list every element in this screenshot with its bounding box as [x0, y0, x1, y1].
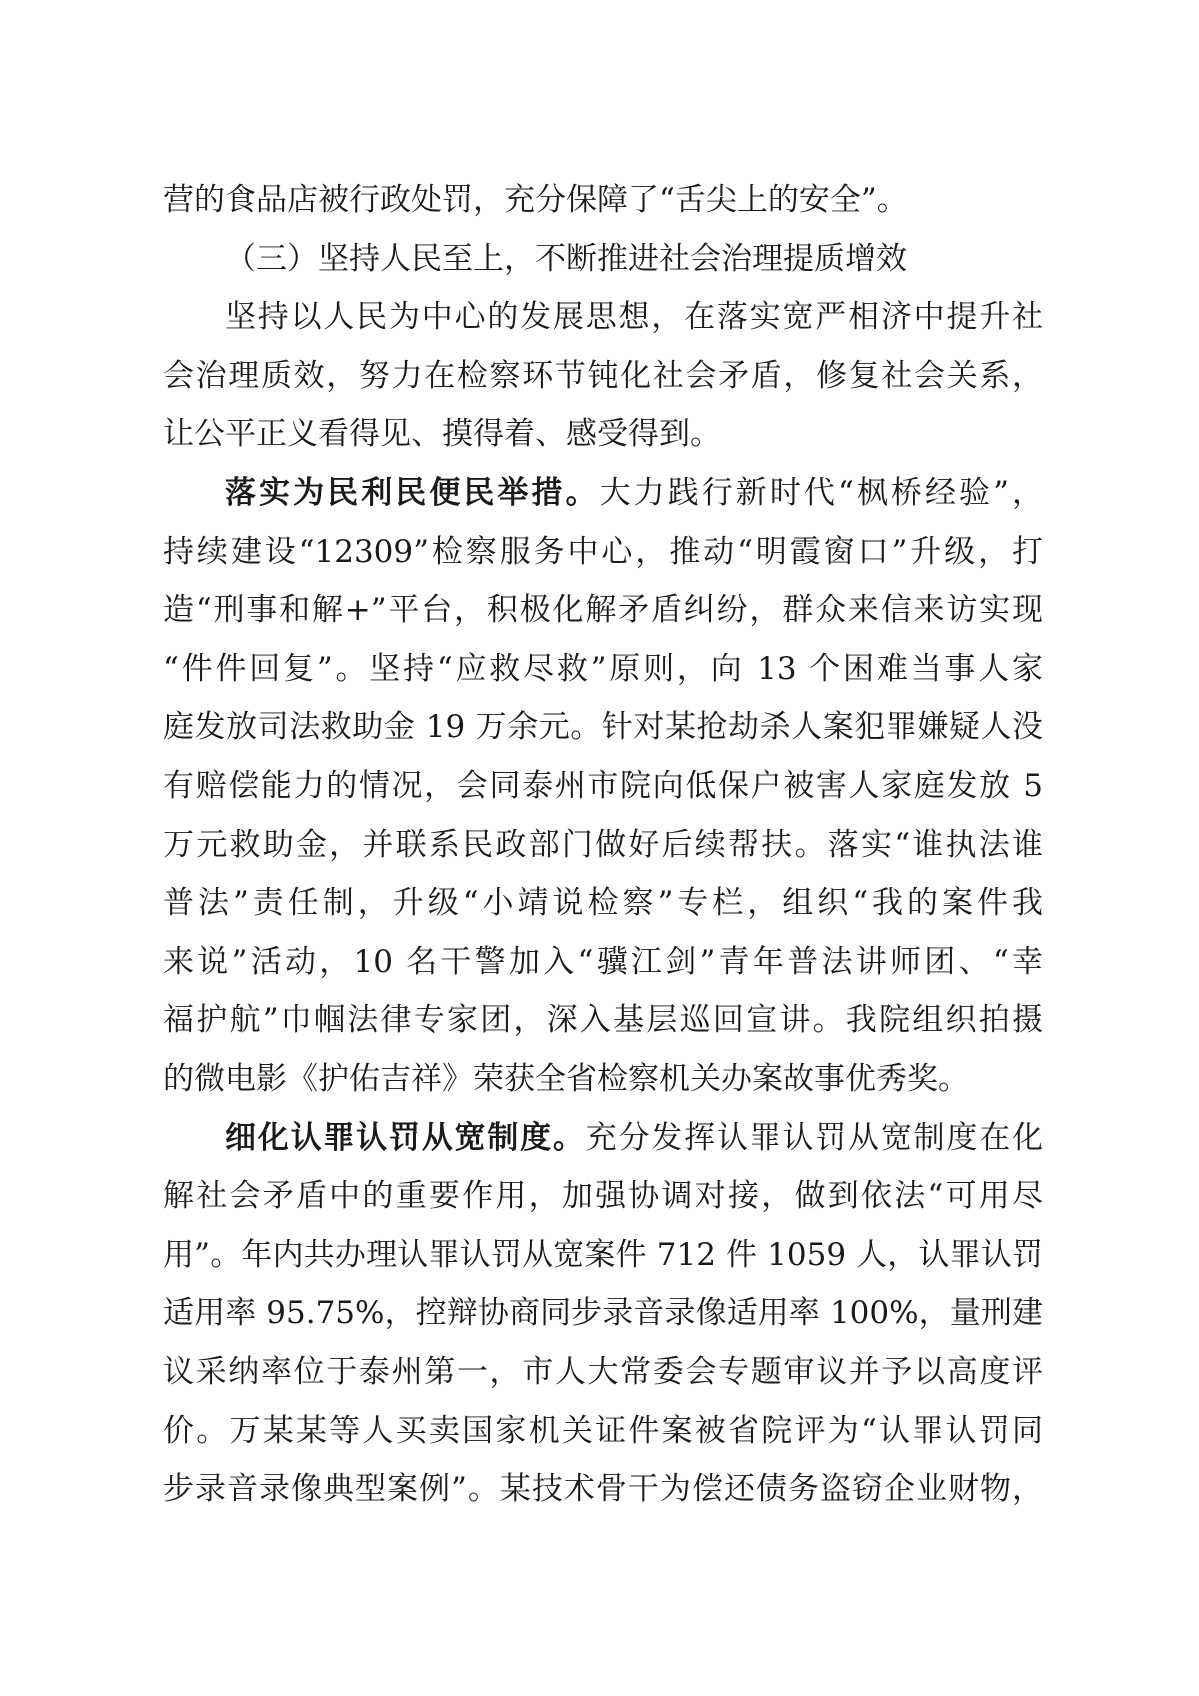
text-line: [163, 524, 1043, 580]
text-segment: 普法”责任制，升级“小靖说检察”专栏，组织“我的案件我: [163, 885, 1043, 922]
text-line: [163, 465, 1043, 521]
text-line: [163, 817, 1043, 873]
text-segment: 持续建设“12309”检察服务中心，推动“明霞窗口”升级，打: [163, 533, 1043, 570]
text-segment: 来说”活动，10 名干警加入“骥江剑”青年普法讲师团、“幸: [163, 943, 1043, 980]
text-segment: 让公平正义看得见、摸得着、感受得到。: [163, 416, 721, 453]
text-segment: 适用率 95.75%，控辩协商同步录音录像适用率 100%，量刑建: [163, 1295, 1043, 1332]
text-line: [163, 1168, 1043, 1224]
text-segment: 大力践行新时代“枫桥经验”，: [599, 475, 1043, 511]
text-segment: 议采纳率位于泰州第一，市人大常委会专题审议并予以高度评: [163, 1354, 1043, 1390]
text-segment: 有赔偿能力的情况，会同泰州市院向低保户被害人家庭发放 5: [163, 768, 1043, 804]
text-line: [163, 1461, 1043, 1517]
text-segment: 的微电影《护佑吉祥》荣获全省检察机关办案故事优秀奖。: [163, 1061, 969, 1097]
text-segment: 万元救助金，并联系民政部门做好后续帮扶。落实“谁执法谁: [163, 826, 1043, 863]
text-line: [163, 1344, 1043, 1400]
text-line: [163, 934, 1043, 990]
text-segment: 步录音录像典型案例”。某技术骨干为偿还债务盗窃企业财物，: [163, 1471, 1043, 1508]
text-line: [163, 582, 1043, 638]
text-line: [163, 1110, 1043, 1166]
text-line: [163, 992, 1043, 1048]
text-segment: 坚持以人民为中心的发展思想，在落实宽严相济中提升社: [225, 299, 1043, 336]
text-segment: 价。万某某等人买卖国家机关证件案被省院评为“认罪认罚同: [163, 1412, 1043, 1449]
text-segment: 解社会矛盾中的重要作用，加强协调对接，做到依法“可用尽: [163, 1178, 1043, 1215]
text-segment: “件件回复”。坚持“应救尽救”原则，向 13 个困难当事人家: [163, 650, 1043, 687]
text-line: [163, 641, 1043, 697]
text-segment: 充分发挥认罪认罚从宽制度在化: [585, 1119, 1043, 1156]
text-segment: 会治理质效，努力在检察环节钝化社会矛盾，修复社会关系，: [163, 357, 1043, 394]
text-segment: 营的食品店被行政处罚，充分保障了“舌尖上的安全”。: [163, 182, 908, 218]
text-line: [163, 1227, 1043, 1283]
text-line: [163, 1403, 1043, 1459]
text-segment: （三）坚持人民至上，不断推进社会治理提质增效: [225, 240, 907, 277]
bold-lead-heading: 细化认罪认罚从宽制度。: [225, 1119, 586, 1156]
bold-lead-heading: 落实为民利民便民举措。: [225, 475, 600, 511]
text-line: [163, 231, 1043, 287]
text-segment: 庭发放司法救助金 19 万余元。针对某抢劫杀人案犯罪嫌疑人没: [163, 709, 1043, 746]
text-line: [163, 289, 1043, 345]
text-line: [163, 1051, 1043, 1107]
text-line: [163, 348, 1043, 404]
text-line: [163, 1285, 1043, 1341]
text-line: [163, 406, 1043, 462]
text-segment: 用”。年内共办理认罪认罚从宽案件 712 件 1059 人，认罪认罚: [163, 1236, 1043, 1273]
text-line: [163, 758, 1043, 814]
text-line: [163, 172, 1043, 228]
text-line: [163, 875, 1043, 931]
text-segment: 福护航”巾帼法律专家团，深入基层巡回宣讲。我院组织拍摄: [163, 1002, 1043, 1039]
text-line: [163, 699, 1043, 755]
text-segment: 造“刑事和解+”平台，积极化解矛盾纠纷，群众来信来访实现: [163, 592, 1043, 629]
